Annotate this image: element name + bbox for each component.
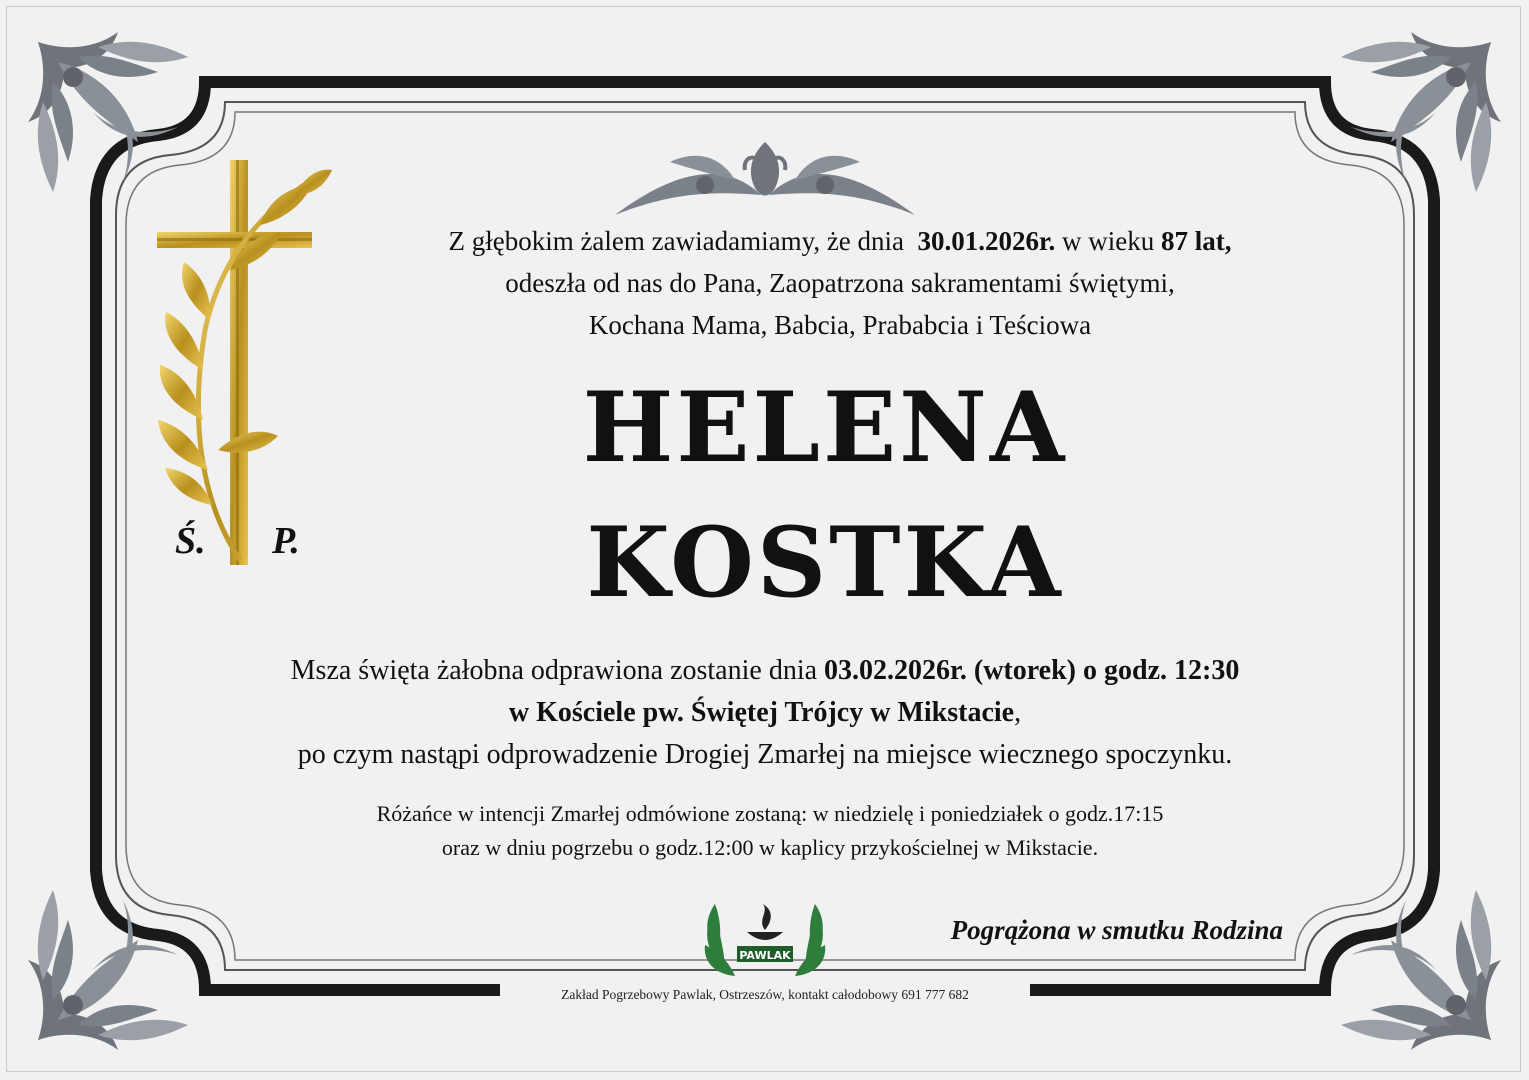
deceased-first-name: HELENA [582,371,1068,484]
mass-line-2 [220,692,1310,734]
intro-line-1 [250,220,1430,262]
rosary-line-1: Różańce w intencji Zmarłej odmówione zostaną: w niedzielę i poniedziałek o godz.17:15 [376,801,1164,826]
mass-info [220,650,1310,776]
age: 87 lat, [1161,226,1232,256]
funeral-lamp-laurel-logo [705,904,826,976]
mass-line-2-post: , [1014,697,1022,728]
logo-text: PAWLAK [739,949,791,962]
rosary-info [230,797,1310,865]
deceased-last-name: KOSTKA [586,506,1064,619]
intro-line-1-mid: w wieku [1062,226,1155,256]
mass-datetime: 03.02.2026r. (wtorek) o godz. 12:30 [824,655,1240,686]
footer-contact: Zakład Pogrzebowy Pawlak, Ostrzeszów, kontakt całodobowy 691 777 682 [500,983,1030,1007]
family-signature: Pogrążona w smutku Rodzina [950,915,1283,945]
intro-line-2: odeszła od nas do Pana, Zaopatrzona sakramentami świętymi, [505,268,1175,298]
mass-line-1-text: Msza święta żałobna odprawiona zostanie dnia [290,655,818,686]
initial-p: P. [272,520,300,562]
date-of-death: 30.01.2026r. [917,226,1056,256]
intro-line-3: Kochana Mama, Babcia, Prababcia i Teściowa [588,310,1092,340]
intro-line-1-text: Z głębokim żalem zawiadamiamy, że dnia [448,226,905,256]
top-center-ornament [615,142,915,215]
intro-text [250,220,1430,346]
initial-s: Ś. [175,520,206,562]
mass-line-1 [220,650,1310,692]
mass-line-3: po czym nastąpi odprowadzenie Drogiej Zmarłej na miejsce wiecznego spoczynku. [297,739,1233,770]
rosary-line-2: oraz w dniu pogrzebu o godz.12:00 w kaplicy przykościelnej w Mikstacie. [441,835,1099,860]
mass-location: w Kościele pw. Świętej Trójcy w Mikstacie [508,697,1015,728]
